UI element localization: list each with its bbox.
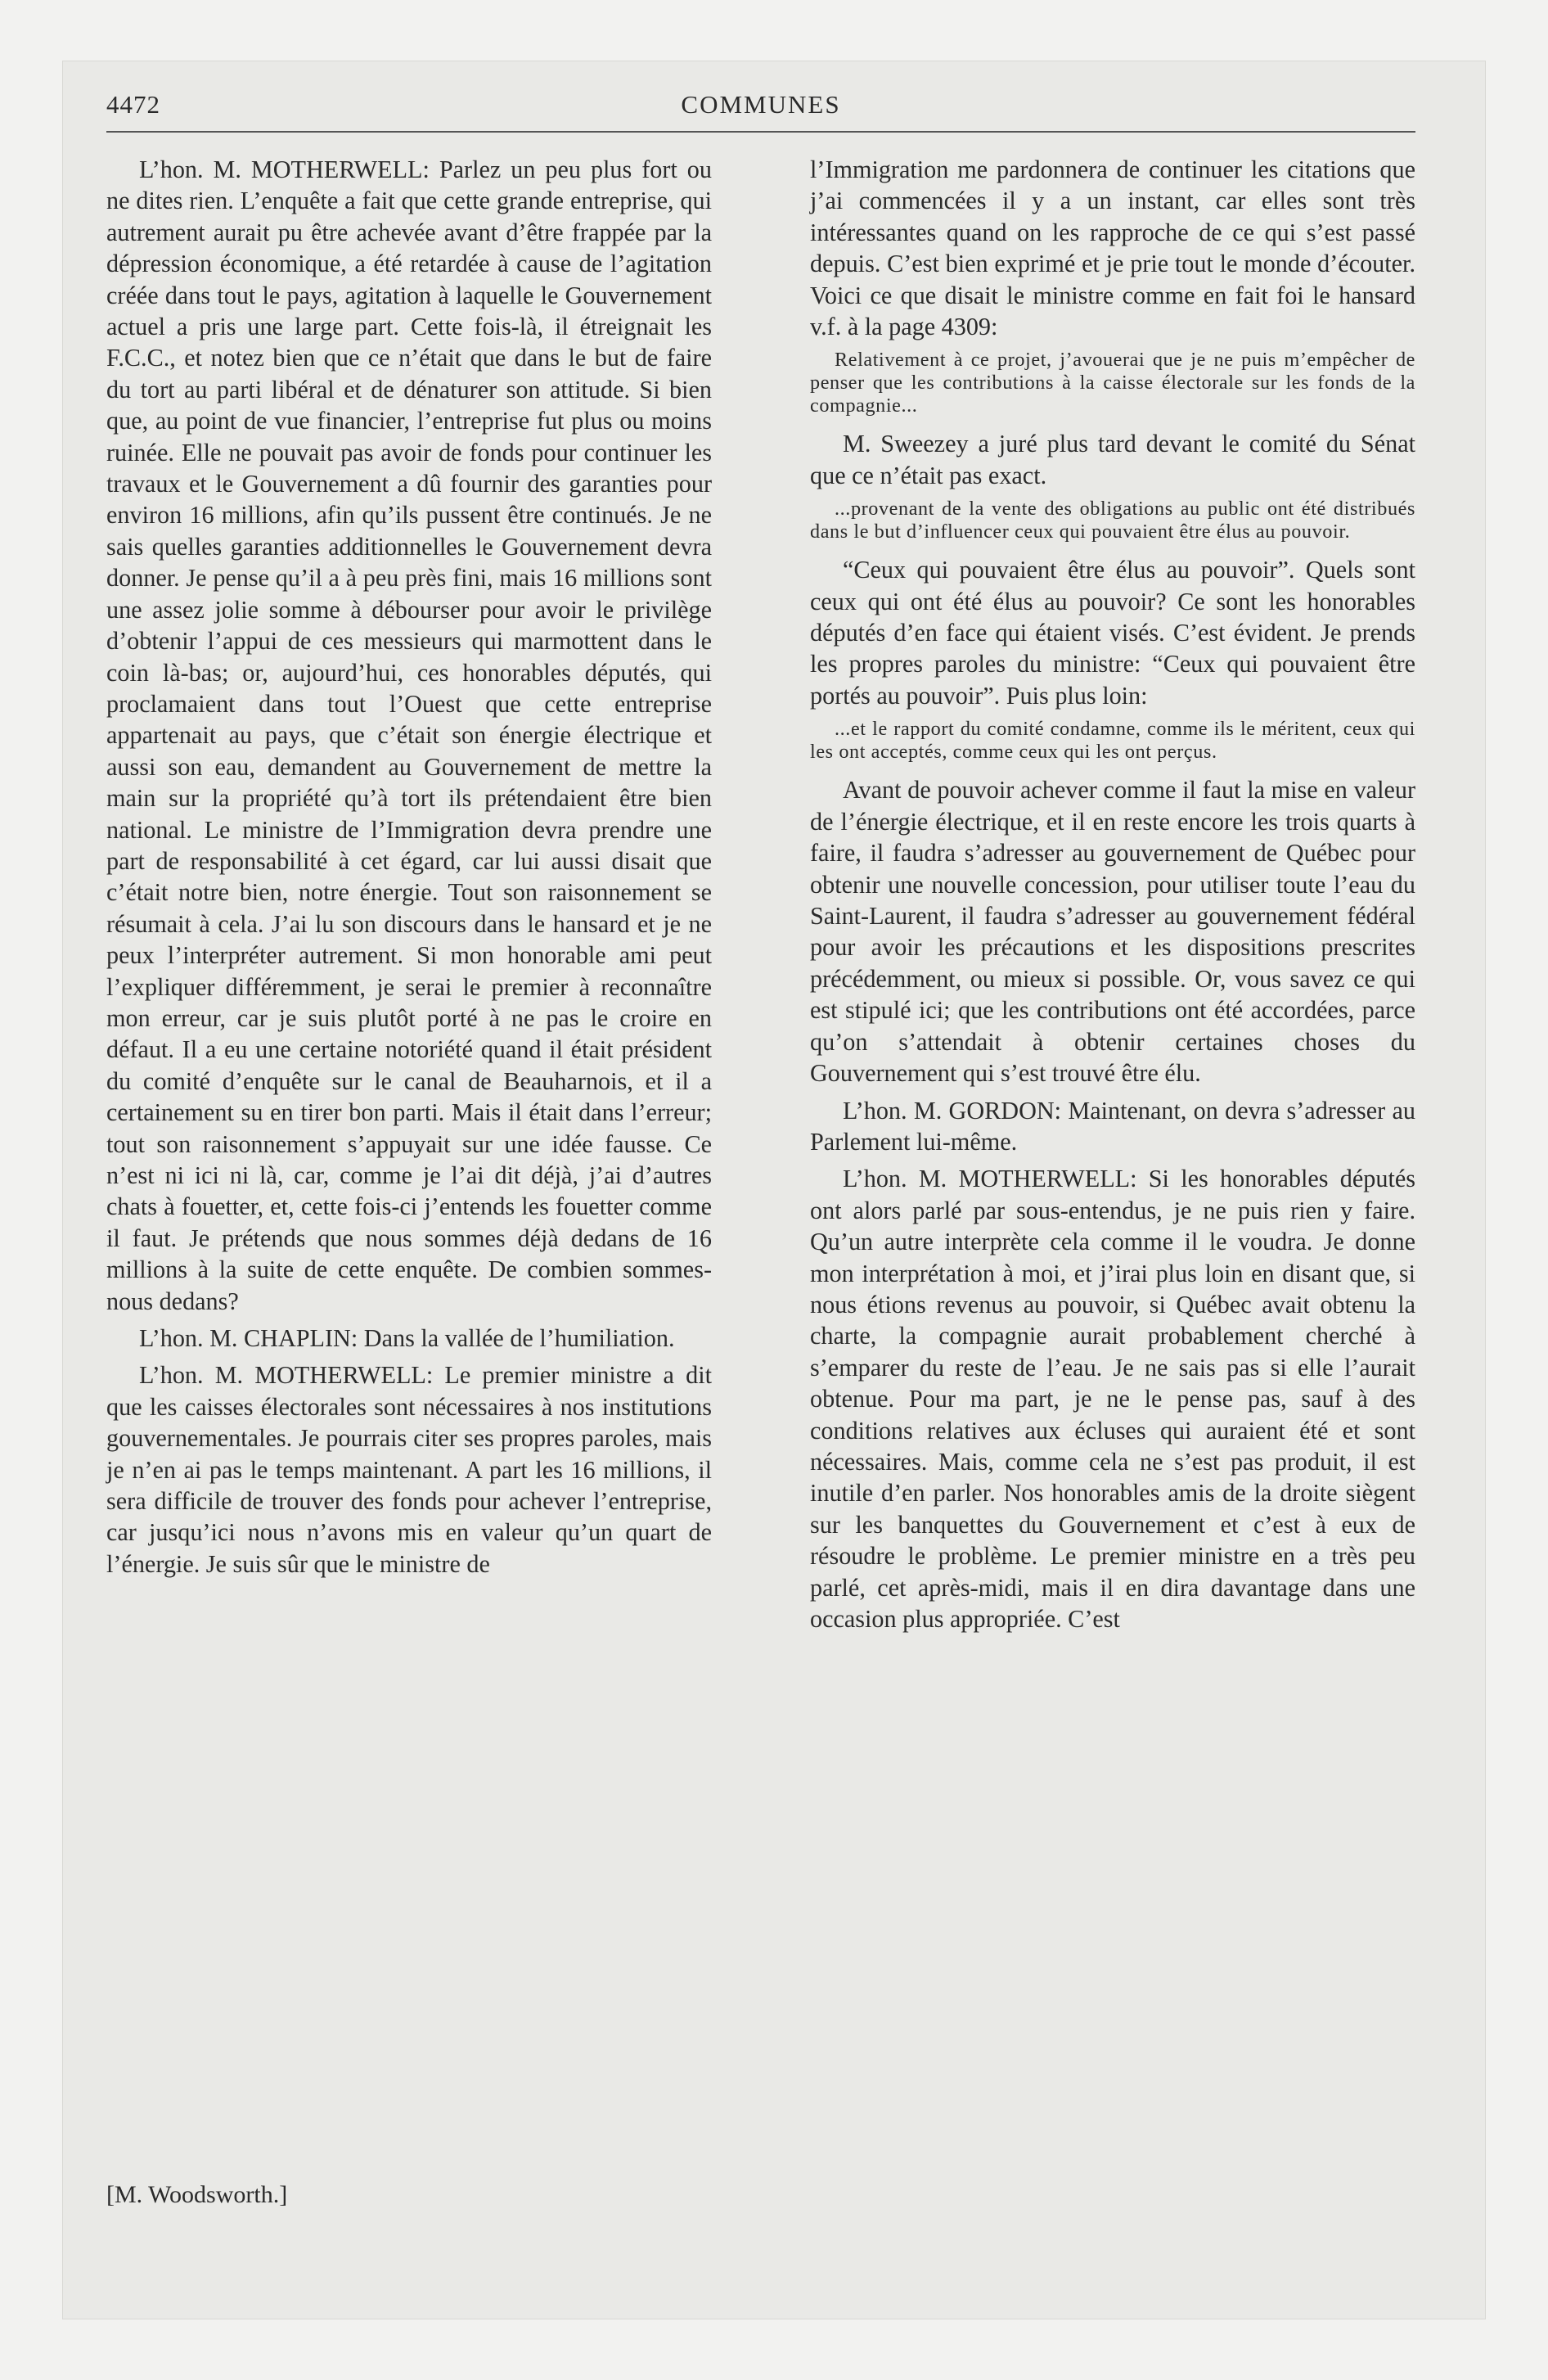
paragraph: L’hon. M. GORDON: Maintenant, on devra s’adresser au Parlement lui-même. (810, 1096, 1415, 1156)
block-quote: ...provenant de la vente des obligations au public ont été distribués dans le but d’influencer ceux qui pouvaient être élus au pouvoir. (810, 498, 1415, 543)
left-column (106, 154, 712, 1585)
block-quote: Relativement à ce projet, j’avouerai que je ne puis m’empêcher de penser que les contributions à la caisse électorale sur les fonds de la compagnie... (810, 349, 1415, 417)
page-number: 4472 (106, 90, 160, 119)
speaker-attribution: [M. Woodsworth.] (106, 2181, 288, 2208)
right-column (810, 154, 1415, 1640)
paragraph: L’hon. M. MOTHERWELL: Le premier ministre a dit que les caisses électorales sont nécessaires à nos institutions gouvernementales. Je pourrais citer ses propres paroles, mais je n’en ai pas le temps maintenant. A part les 16 millions, il sera difficile de trouver des fonds pour achever l’entreprise, car jusqu’ici nous n’avons mis en valeur qu’un quart de l’énergie. Je suis sûr que le ministre de (106, 1361, 712, 1578)
paragraph: L’hon. M. CHAPLIN: Dans la vallée de l’humiliation. (139, 1324, 675, 1353)
paragraph: l’Immigration me pardonnera de continuer les citations que j’ai commencées il y a un instant, car elles sont très intéressantes quand on les rapproche de ce qui s’est passé depuis. C’est bien exprimé et je prie tout le monde d’écouter. Voici ce que disait le ministre comme en fait foi le hansard v.f. à la page 4309: (810, 156, 1415, 341)
paragraph: L’hon. M. MOTHERWELL: Si les honorables députés ont alors parlé par sous-entendus, je ne puis rien y faire. Qu’un autre interprète cela comme il le voudra. Je donne mon interprétation à moi, et j’irai plus loin en disant que, si nous étions revenus au pouvoir, si Québec avait obtenu la charte, la compagnie aurait probablement cherché à s’emparer du reste de l’eau. Je ne sais pas si elle l’aurait obtenue. Pour ma part, je ne le pense pas, sauf à des conditions relatives aux écluses qui auraient été et sont nécessaires. Mais, comme cela ne s’est pas produit, il est inutile d’en parler. Nos honorables amis de la droite siègent sur les banquettes du Gouvernement et c’est à eux de résoudre le problème. Le premier ministre en a très peu parlé, cet après-midi, mais il en dira davantage dans une occasion plus appropriée. C’est (810, 1165, 1415, 1633)
block-quote: ...et le rapport du comité condamne, comme ils le méritent, ceux qui les ont acceptés, comme ceux qui les ont perçus. (810, 718, 1415, 763)
paragraph: M. Sweezey a juré plus tard devant le comité du Sénat que ce n’était pas exact. (810, 430, 1415, 489)
paragraph: L’hon. M. MOTHERWELL: Parlez un peu plus fort ou ne dites rien. L’enquête a fait que cette grande entreprise, qui autrement aurait pu être achevée avant d’être frappée par la dépression économique, a été retardée à cause de l’agitation créée dans tout le pays, agitation à laquelle le Gouvernement actuel a pris une large part. Cette fois-là, il étreignait les F.C.C., et notez bien que ce n’était que dans le but de faire du tort au parti libéral et de dénaturer son attitude. Si bien que, au point de vue financier, l’entreprise fut plus ou moins ruinée. Elle ne pouvait pas avoir de fonds pour continuer les travaux et le Gouvernement a dû fournir des garanties pour environ 16 millions, afin qu’ils pussent être continués. Je ne sais quelles garanties additionnelles le Gouvernement devra donner. Je pense qu’il a à peu près fini, mais 16 millions sont une assez jolie somme à débourser pour avoir le privilège d’obtenir l’appui de ces messieurs qui marmottent dans le coin là-bas; or, aujourd’hui, ces honorables députés, qui proclamaient dans tout l’Ouest que cette entreprise appartenait au pays, que c’était son énergie électrique et aussi son eau, demandent au Gouvernement de mettre la main sur la propriété qu’à tort ils prétendaient être bien national. Le ministre de l’Immigration devra prendre une part de responsabilité à cet égard, car lui aussi disait que c’était notre bien, notre énergie. Tout son raisonnement se résumait à cela. J’ai lu son discours dans le hansard et je ne peux l’interpréter autrement. Si mon honorable ami peut l’expliquer différemment, je serai le premier à reconnaître mon erreur, car je suis plutôt porté à ne pas le croire en défaut. Il a eu une certaine notoriété quand il était président du comité d’enquête sur le canal de Beauharnois, et il a certainement su en tirer bon parti. Mais il était dans l’erreur; tout son raisonnement s’appuyait sur une idée fausse. Ce n’est ni ici ni là, car, comme je l’ai dit déjà, j’ai d’autres chats à fouetter, et, cette fois-ci j’entends les fouetter comme il faut. Je prétends que nous sommes déjà dedans de 16 millions à la suite de cette enquête. De combien sommes-nous dedans? (106, 156, 712, 1315)
header-rule (106, 131, 1415, 133)
paragraph: “Ceux qui pouvaient être élus au pouvoir”. Quels sont ceux qui ont été élus au pouvoir? Ce sont les honorables députés d’en face qui étaient visés. C’est évident. Je prends les propres paroles du ministre: “Ceux qui pouvaient être portés au pouvoir”. Puis plus loin: (810, 556, 1415, 710)
paragraph: Avant de pouvoir achever comme il faut la mise en valeur de l’énergie électrique, et il en reste encore les trois quarts à faire, il faudra s’adresser au gouvernement de Québec pour obtenir une nouvelle concession, pour utiliser toute l’eau du Saint-Laurent, il faudra s’adresser au gouvernement fédéral pour avoir les précautions et les dispositions prescrites précédemment, ou mieux si possible. Or, vous savez ce qui est stipulé ici; que les contributions ont été accordées, parce qu’on s’attendait à obtenir certaines choses du Gouvernement qui s’est trouvé être élu. (810, 776, 1415, 1088)
running-title: COMMUNES (681, 90, 841, 119)
